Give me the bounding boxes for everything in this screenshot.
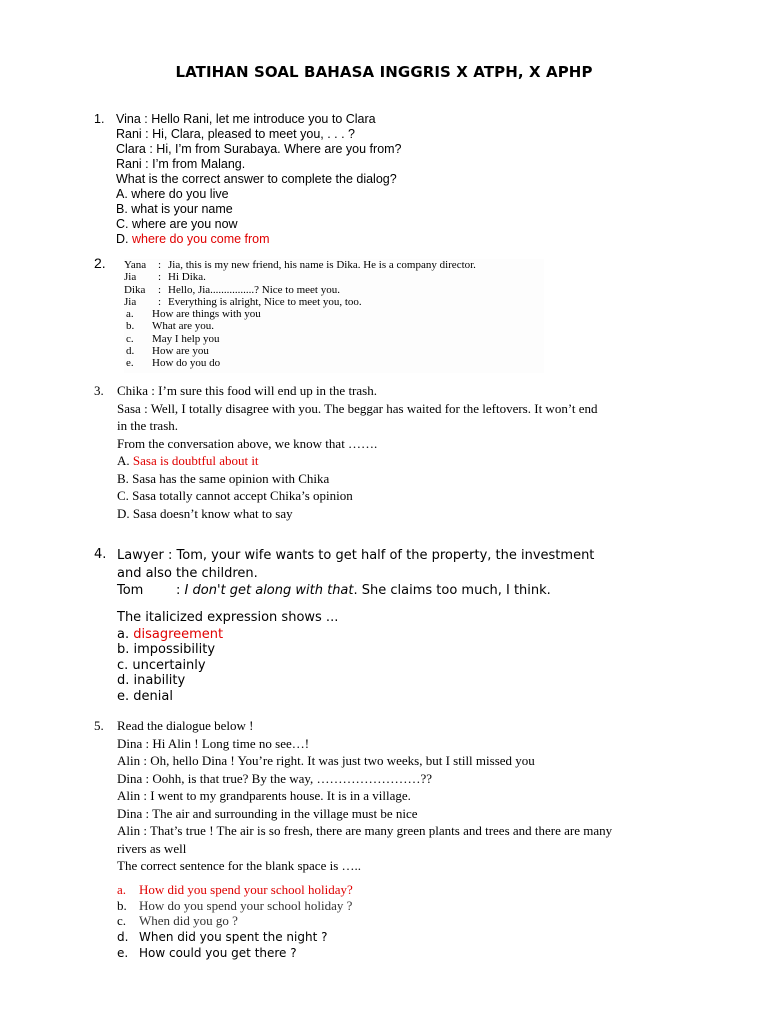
- q2-option-text: How do you do: [152, 357, 221, 370]
- q1-line: Clara : Hi, I’m from Surabaya. Where are you from?: [116, 142, 402, 156]
- q5-option-letter: c.: [117, 913, 127, 928]
- q5-option-letter: b.: [117, 898, 127, 913]
- q5-line: The correct sentence for the blank space is …..: [117, 858, 362, 873]
- q2-option-text: What are you.: [152, 320, 214, 333]
- q1-option-b: B. what is your name: [116, 202, 233, 216]
- q5-number: 5.: [94, 718, 104, 733]
- q1-line: Rani : Hi, Clara, pleased to meet you, . . . ?: [116, 127, 356, 141]
- q2-dialog-text: Jia, this is my new friend, his name is Dika. He is a company director.: [168, 259, 476, 271]
- q4-question: The italicized expression shows ...: [117, 610, 339, 625]
- q3-line: in the trash.: [117, 418, 179, 433]
- q5-option-text: When did you spent the night ?: [139, 930, 328, 944]
- q2-option-text: How are things with you: [152, 308, 261, 321]
- q4-number: 4.: [94, 547, 107, 562]
- q2-option-letter: d.: [126, 345, 135, 358]
- q2-number: 2.: [94, 255, 106, 271]
- q4-option-a: [117, 627, 338, 643]
- q1-line: Vina : Hello Rani, let me introduce you to Clara: [116, 112, 376, 126]
- q5-line: Dina : The air and surrounding in the village must be nice: [117, 805, 418, 821]
- q5-line: Dina : Oohh, is that true? By the way, ……………………??: [117, 770, 433, 786]
- q1-number: 1.: [94, 112, 105, 126]
- q4-tom-sep: :: [176, 583, 181, 598]
- q2-speaker: Yana: [124, 259, 147, 271]
- q1-option-d-letter: D.: [116, 232, 132, 246]
- q3-option-a-letter: A.: [117, 453, 133, 468]
- q2-option-letter: c.: [126, 332, 134, 345]
- q4-options: [117, 610, 338, 704]
- q4-option-a-letter: a.: [117, 626, 134, 642]
- q2-option-text: May I help you: [152, 332, 220, 345]
- q5-options: [117, 882, 353, 961]
- q3-option-a: [117, 452, 598, 470]
- q2-dialog-row: [124, 284, 544, 296]
- q4-option-d: d. inability: [117, 673, 186, 688]
- q2-sep: :: [158, 259, 162, 271]
- q3-line: From the conversation above, we know that …….: [117, 435, 378, 451]
- q3-option-b: B. Sasa has the same opinion with Chika: [117, 470, 330, 486]
- q2-option-letter: b.: [126, 320, 135, 333]
- q4-option-e: e. denial: [117, 688, 173, 704]
- q3-line: Chika : I’m sure this food will end up in the trash.: [117, 383, 377, 398]
- q4-italic-expression: I don't get along with that: [184, 583, 354, 598]
- q1-option-d: [116, 232, 402, 247]
- q4-line: and also the children.: [117, 565, 258, 581]
- q2-sep: :: [158, 295, 162, 308]
- q5-option-e: [117, 945, 353, 961]
- q5-option-letter: a.: [117, 882, 127, 897]
- q5-line: Dina : Hi Alin ! Long time no see…!: [117, 735, 310, 751]
- q3-number: 3.: [94, 383, 104, 398]
- q3-option-c: C. Sasa totally cannot accept Chika’s opinion: [117, 488, 353, 503]
- q2-dialog-text: Everything is alright, Nice to meet you, too.: [168, 295, 362, 308]
- q2-option: [124, 308, 544, 320]
- q2-option: [124, 345, 544, 357]
- q5-line: rivers as well: [117, 840, 187, 856]
- q2-dialog-row: [124, 296, 544, 308]
- q5-correct-answer: How did you spend your school holiday?: [139, 882, 353, 897]
- q2-option: [124, 333, 544, 345]
- q3-line: Sasa : Well, I totally disagree with you. The beggar has waited for the leftovers. It won’t end: [117, 400, 598, 416]
- q5-option-b: [117, 898, 353, 913]
- q5-block: [117, 717, 612, 875]
- q4-tom-rest: . She claims too much, I think.: [353, 583, 551, 598]
- q5-option-letter: d.: [117, 930, 129, 944]
- q5-line: Alin : Oh, hello Dina ! You’re right. It was just two weeks, but I still missed you: [117, 753, 535, 768]
- q2-dialog-text: Hi Dika.: [168, 271, 206, 284]
- q1-line: Rani : I’m from Malang.: [116, 157, 246, 171]
- q2-option-letter: a.: [126, 308, 134, 321]
- page-title: LATIHAN SOAL BAHASA INGGRIS X ATPH, X APHP: [175, 63, 593, 81]
- q2-dialog-row: [124, 271, 544, 283]
- q1-option-c: C. where are you now: [116, 217, 238, 231]
- q2-speaker: Jia: [124, 295, 137, 308]
- q5-option-c: [117, 913, 353, 929]
- q1-line: What is the correct answer to complete the dialog?: [116, 172, 397, 186]
- q4-correct-answer: disagreement: [133, 626, 224, 642]
- q2-sep: :: [158, 271, 162, 284]
- q1-correct-answer: where do you come from: [131, 232, 270, 246]
- q1-block: [116, 112, 402, 247]
- q4-block: [117, 547, 594, 600]
- q5-option-text: How could you get there ?: [139, 946, 297, 960]
- q2-dialog-row: [124, 259, 544, 271]
- q4-tom-line: [117, 582, 594, 600]
- q2-option: [124, 320, 544, 332]
- q2-sep: :: [158, 283, 162, 296]
- q2-dialog-text: Hello, Jia................? Nice to meet you.: [168, 283, 340, 296]
- q5-option-d: [117, 929, 353, 945]
- q4-option-b: b. impossibility: [117, 642, 216, 657]
- q2-option: [124, 357, 544, 369]
- q5-option-text: When did you go ?: [139, 913, 238, 928]
- q5-option-letter: e.: [117, 946, 129, 960]
- q5-line: Read the dialogue below !: [117, 718, 254, 733]
- q4-line: Lawyer : Tom, your wife wants to get half of the property, the investment: [117, 548, 595, 563]
- q2-option-text: How are you: [152, 345, 209, 358]
- q4-option-c: c. uncertainly: [117, 657, 206, 673]
- q5-line: Alin : I went to my grandparents house. It is in a village.: [117, 788, 411, 803]
- q5-option-a: [117, 882, 353, 898]
- q5-line: Alin : That’s true ! The air is so fresh, there are many green plants and trees and there are many: [117, 823, 613, 838]
- q3-block: [117, 382, 598, 522]
- q4-tom-speaker: Tom: [117, 583, 144, 598]
- q2-scanned-image: [124, 259, 544, 373]
- q3-option-d: D. Sasa doesn’t know what to say: [117, 505, 293, 521]
- q2-speaker: Jia: [124, 271, 137, 284]
- q5-option-text: How do you spend your school holiday ?: [139, 898, 353, 913]
- q2-option-letter: e.: [126, 357, 134, 370]
- q2-speaker: Dika: [124, 283, 146, 296]
- q3-correct-answer: Sasa is doubtful about it: [132, 453, 259, 468]
- q1-option-a: A. where do you live: [116, 187, 229, 201]
